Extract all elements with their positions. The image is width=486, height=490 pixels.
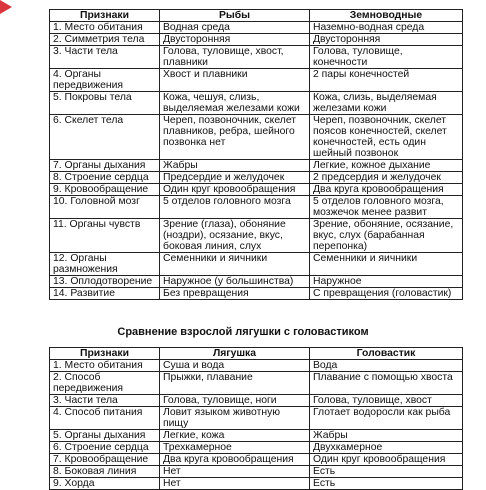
table-cell: Череп, позвоночник, скелет плавников, ребра, шейного позвонка нет: [160, 115, 310, 160]
table-cell: 13. Оплодотворение: [50, 276, 160, 288]
table-caption: Сравнение взрослой лягушки с головастиком: [117, 326, 369, 338]
frog-tadpole-table: [49, 347, 463, 490]
table-row: [50, 407, 463, 430]
table-cell: Наземно-водная среда: [310, 22, 463, 34]
table-row: [50, 196, 463, 219]
table-cell: 14. Развитие: [50, 288, 160, 300]
table-cell: Глотает водоросли как рыба: [310, 407, 463, 430]
table-row: [50, 115, 463, 160]
table-cell: Жабры: [310, 430, 463, 442]
table-row: [50, 46, 463, 69]
table-row: [50, 360, 463, 372]
table-cell: 8. Строение сердца: [50, 172, 160, 184]
table-cell: Нет: [160, 478, 310, 490]
table-cell: С превращения (головастик): [310, 288, 463, 300]
table-row: [50, 22, 463, 34]
table-cell: 1. Место обитания: [50, 22, 160, 34]
header-cell: Признаки: [50, 348, 160, 360]
table-cell: Два круга кровообращения: [160, 454, 310, 466]
table-cell: Голова, туловище, конечности: [310, 46, 463, 69]
table-row: [50, 478, 463, 490]
table-cell: Легкие, кожное дыхание: [310, 160, 463, 172]
table-cell: Вода: [310, 360, 463, 372]
table-row: [50, 92, 463, 115]
table-cell: Без превращения: [160, 288, 310, 300]
table-cell: 7. Кровообращение: [50, 454, 160, 466]
table-row: [50, 430, 463, 442]
table-cell: 3. Части тела: [50, 395, 160, 407]
header-cell: Головастик: [310, 348, 463, 360]
table-header-row: [50, 10, 463, 22]
table-cell: Кожа, чешуя, слизь, выделяемая железами кожи: [160, 92, 310, 115]
table-row: [50, 454, 463, 466]
table-cell: Ловит языком животную пищу: [160, 407, 310, 430]
table-cell: 9. Хорда: [50, 478, 160, 490]
table-cell: Зрение, обоняние, осязание, вкус, слух (барабанная перепонка): [310, 219, 463, 253]
table-cell: Два круга кровообращения: [310, 184, 463, 196]
table-cell: Кожа, слизь, выделяемая железами кожи: [310, 92, 463, 115]
table-cell: 5. Органы дыхания: [50, 430, 160, 442]
table-cell: Трехкамерное: [160, 442, 310, 454]
table-cell: 2. Способ передвижения: [50, 372, 160, 395]
table-cell: 3. Части тела: [50, 46, 160, 69]
table-cell: 5. Покровы тела: [50, 92, 160, 115]
table-row: [50, 442, 463, 454]
table-row: [50, 160, 463, 172]
table-cell: 1. Место обитания: [50, 360, 160, 372]
table-cell: Наружное: [310, 276, 463, 288]
table-cell: 6. Скелет тела: [50, 115, 160, 160]
table-row: [50, 34, 463, 46]
table-cell: Зрение (глаза), обоняние (ноздри), осязание, вкус, боковая линия, слух: [160, 219, 310, 253]
table-cell: Есть: [310, 478, 463, 490]
table-cell: Прыжки, плавание: [160, 372, 310, 395]
table-row: [50, 184, 463, 196]
table-cell: 5 отделов головного мозга: [160, 196, 310, 219]
table-row: [50, 172, 463, 184]
header-cell: Земноводные: [310, 10, 463, 22]
table-cell: 4. Способ питания: [50, 407, 160, 430]
table-cell: 5 отделов головного мозга, мозжечок менее развит: [310, 196, 463, 219]
table-cell: 12. Органы размножения: [50, 253, 160, 276]
table-cell: Семенники и яичники: [160, 253, 310, 276]
header-cell: Признаки: [50, 10, 160, 22]
table-cell: 7. Органы дыхания: [50, 160, 160, 172]
table-cell: 2. Симметрия тела: [50, 34, 160, 46]
table-cell: Наружное (у большинства): [160, 276, 310, 288]
table-cell: 4. Органы передвижения: [50, 69, 160, 92]
table-cell: Легкие, кожа: [160, 430, 310, 442]
table-row: [50, 466, 463, 478]
table-cell: Суша и вода: [160, 360, 310, 372]
table-cell: Голова, туловище, хвост, плавники: [160, 46, 310, 69]
table-cell: Двусторонняя: [310, 34, 463, 46]
table-cell: 10. Головной мозг: [50, 196, 160, 219]
table-row: [50, 395, 463, 407]
table-cell: Голова, туловище, хвост: [310, 395, 463, 407]
table-cell: Семенники и яичники: [310, 253, 463, 276]
fish-amphibian-table: [49, 9, 463, 300]
header-cell: Рыбы: [160, 10, 310, 22]
table-cell: Предсердие и желудочек: [160, 172, 310, 184]
table-cell: Нет: [160, 466, 310, 478]
table-cell: Двусторонняя: [160, 34, 310, 46]
table-cell: 6. Строение сердца: [50, 442, 160, 454]
header-cell: Лягушка: [160, 348, 310, 360]
table-row: [50, 288, 463, 300]
table-cell: 9. Кровообращение: [50, 184, 160, 196]
table-header-row: [50, 348, 463, 360]
table-row: [50, 372, 463, 395]
table-cell: Череп, позвоночник, скелет поясов конечностей, скелет конечностей, есть один шейный позвонок: [310, 115, 463, 160]
table-cell: Двухкамерное: [310, 442, 463, 454]
table-cell: Плавание с помощью хвоста: [310, 372, 463, 395]
table-row: [50, 219, 463, 253]
table-row: [50, 69, 463, 92]
table-cell: 2 предсердия и желудочек: [310, 172, 463, 184]
table-cell: 8. Боковая линия: [50, 466, 160, 478]
table-cell: Жабры: [160, 160, 310, 172]
table-cell: Голова, туловище, ноги: [160, 395, 310, 407]
red-arrow-icon: [0, 0, 12, 14]
table-cell: 2 пары конечностей: [310, 69, 463, 92]
table-cell: Хвост и плавники: [160, 69, 310, 92]
table-cell: Есть: [310, 466, 463, 478]
table-cell: Один круг кровообращения: [310, 454, 463, 466]
table-cell: Водная среда: [160, 22, 310, 34]
table-row: [50, 276, 463, 288]
table-cell: 11. Органы чувств: [50, 219, 160, 253]
table-cell: Один круг кровообращения: [160, 184, 310, 196]
table-row: [50, 253, 463, 276]
